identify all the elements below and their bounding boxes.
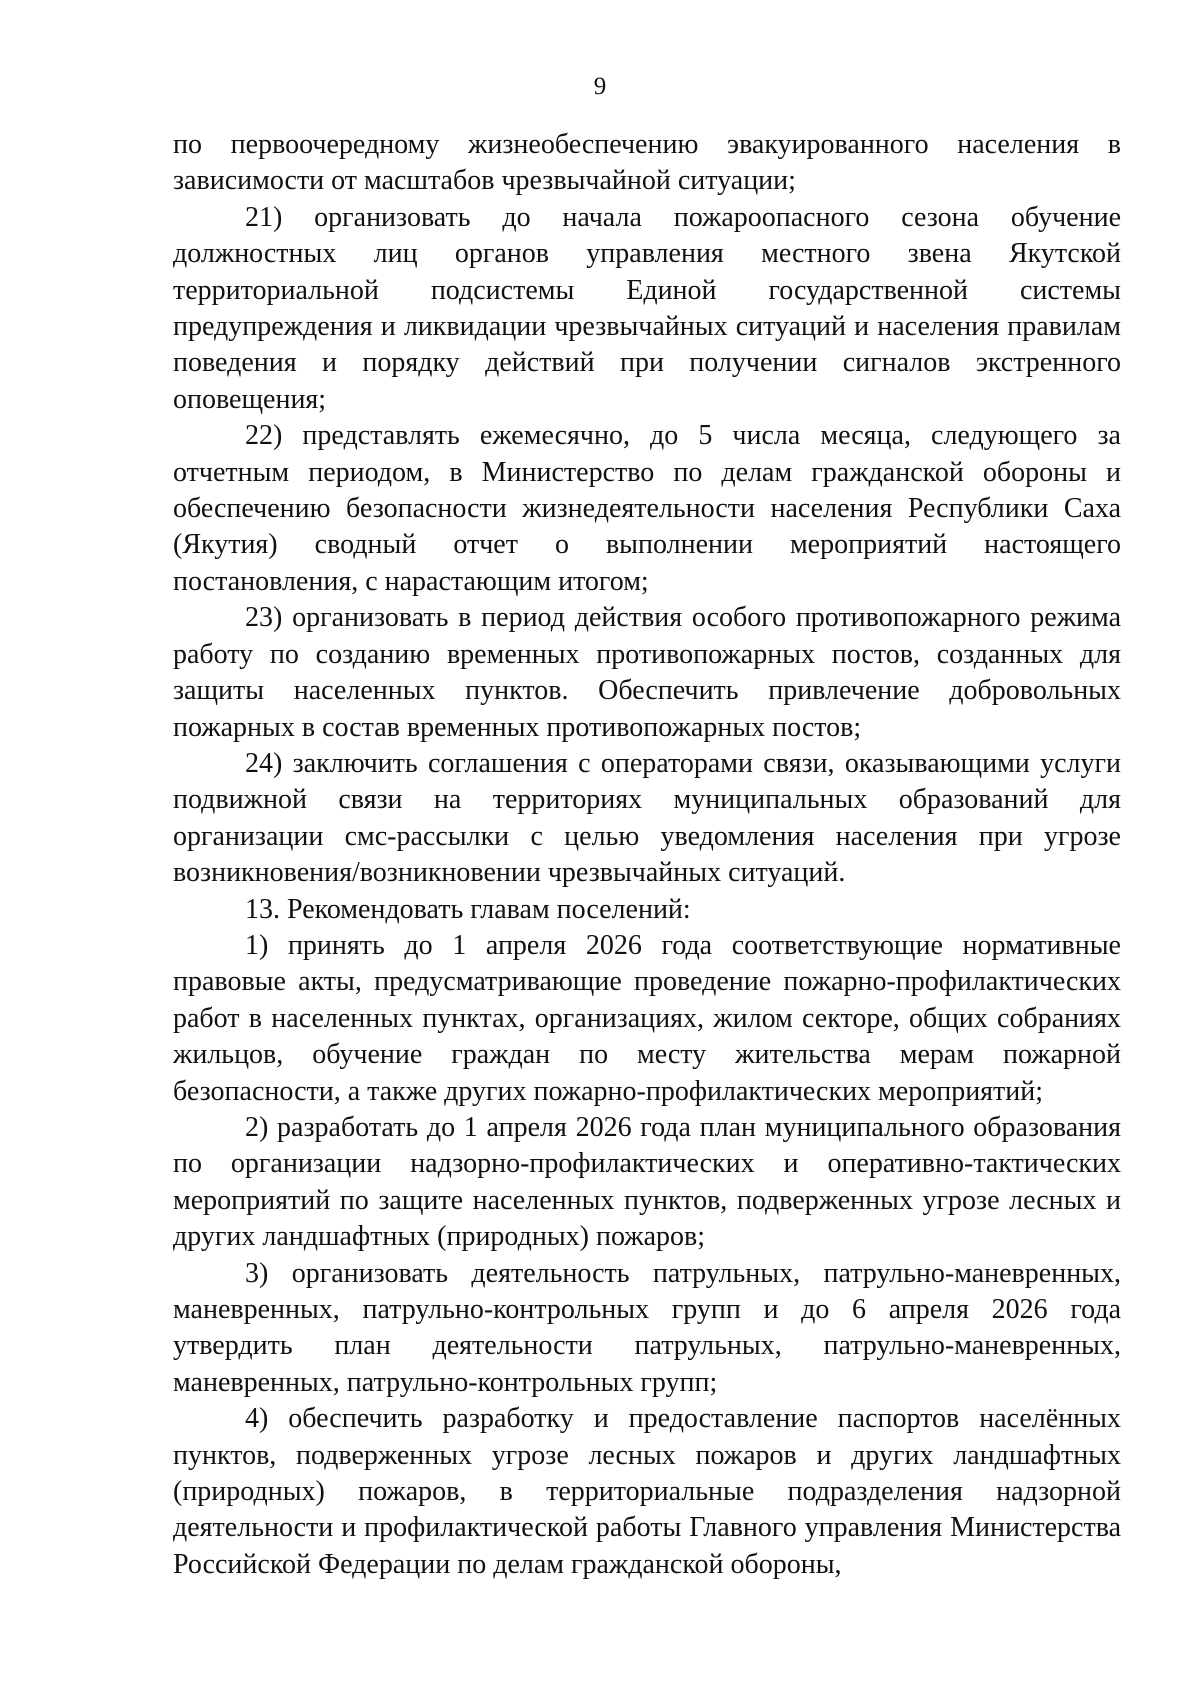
paragraph: 3) организовать деятельность патрульных, патрульно-маневренных, маневренных, патрульно-контрольных групп и до 6 апреля 2026 года утвердить план деятельности патрульных, патрульно-маневренных, маневренных, патрульно-контрольных групп; (173, 1257, 1121, 1398)
paragraph: 13. Рекомендовать главам поселений: (245, 893, 691, 925)
paragraph: 1) принять до 1 апреля 2026 года соответствующие нормативные правовые акты, предусматривающие проведение пожарно-профилактических работ в населенных пунктах, организациях, жилом секторе, общих собраниях жильцов, обучение граждан по месту жительства мерам пожарной безопасности, а также других пожарно-профилактических мероприятий; (173, 929, 1121, 1107)
paragraph: 22) представлять ежемесячно, до 5 числа месяца, следующего за отчетным периодом, в Министерство по делам гражданской обороны и обеспечению безопасности жизнедеятельности населения Республики Саха (Якутия) сводный отчет о выполнении мероприятий настоящего постановления, с нарастающим итогом; (173, 420, 1121, 597)
paragraph: 21) организовать до начала пожароопасного сезона обучение должностных лиц органов управления местного звена Якутской территориальной подсистемы Единой государственной системы предупреждения и ликвидации чрезвычайных ситуаций и населения правилам поведения и порядку действий при получении сигналов экстренного оповещения; (173, 201, 1121, 415)
paragraph: 4) обеспечить разработку и предоставление паспортов населённых пунктов, подверженных угрозе лесных пожаров и других ландшафтных (природных) пожаров, в территориальные подразделения надзорной деятельности и профилактической работы Главного управления Министерства Российской Федерации по делам гражданской обороны, (173, 1403, 1121, 1580)
document-body (173, 127, 1121, 1583)
paragraph: по первоочередному жизнеобеспечению эвакуированного населения в зависимости от масштабов чрезвычайной ситуации; (173, 129, 1121, 197)
page-number: 9 (593, 73, 607, 100)
paragraph: 24) заключить соглашения с операторами связи, оказывающими услуги подвижной связи на территориях муниципальных образований для организации смс-рассылки с целью уведомления населения при угрозе возникновения/возникновении чрезвычайных ситуаций. (173, 747, 1121, 889)
paragraph: 2) разработать до 1 апреля 2026 года план муниципального образования по организации надзорно-профилактических и оперативно-тактических мероприятий по защите населенных пунктов, подверженных угрозе лесных и других ландшафтных (природных) пожаров; (173, 1111, 1121, 1253)
paragraph: 23) организовать в период действия особого противопожарного режима работу по созданию временных противопожарных постов, созданных для защиты населенных пунктов. Обеспечить привлечение добровольных пожарных в состав временных противопожарных постов; (173, 602, 1121, 743)
